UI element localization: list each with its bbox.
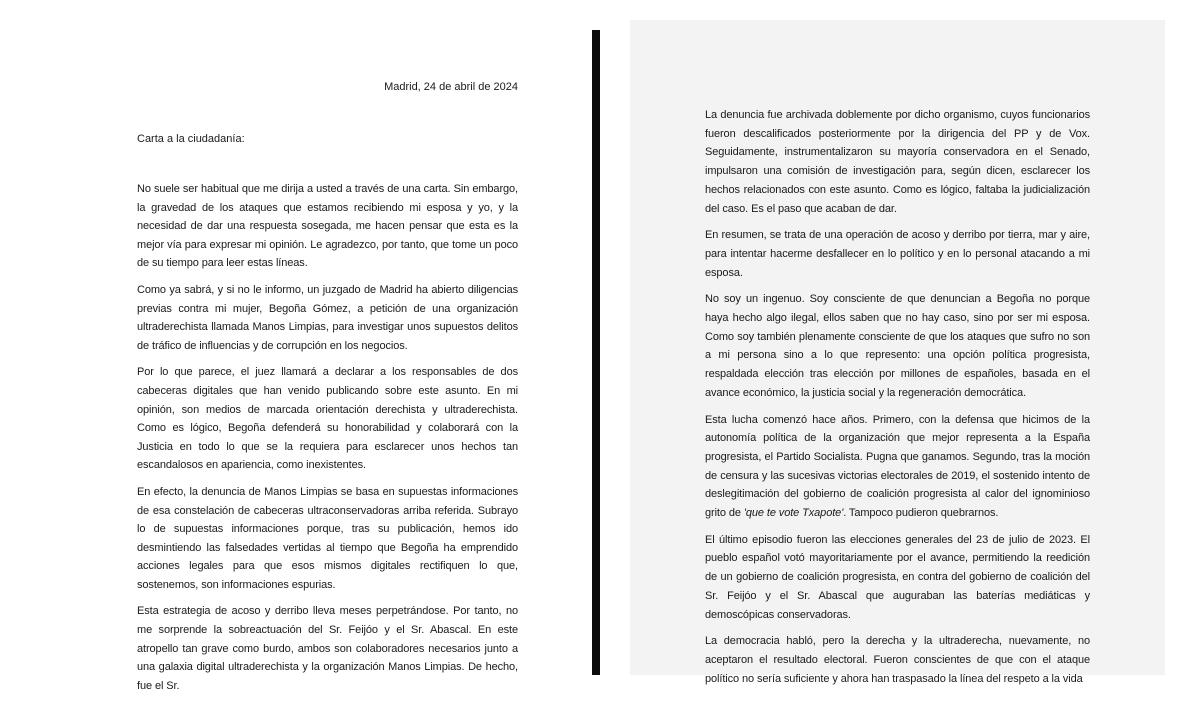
letter-body-right: [705, 106, 1090, 696]
quoted-slogan: 'que te vote Txapote': [743, 507, 844, 520]
paragraph: No soy un ingenuo. Soy consciente de que denuncian a Begoña no porque haya hecho algo ilegal, ellos saben que no hay caso, sino por ser mi esposa. Como soy también plenamente consciente de que los ataques que sufro no son a mi persona sino a lo que represento: una opción política progresista, respaldada elección tras elección por millones de españoles, basada en el avance económico, la justicia social y la regeneración democrática.: [705, 293, 1090, 399]
letter-date: Madrid, 24 de abril de 2024: [384, 81, 518, 93]
letter-page-right: [630, 20, 1165, 685]
paragraph: En resumen, se trata de una operación de acoso y derribo por tierra, mar y aire, para intentar hacerme desfallecer en lo político y en lo personal atacando a mi esposa.: [705, 229, 1090, 279]
letter-salutation: Carta a la ciudadanía:: [137, 133, 245, 145]
paragraph: Esta estrategia de acoso y derribo lleva meses perpetrándose. Por tanto, no me sorprende la sobreactuación del Sr. Feijóo y el Sr. Abascal. En este atropello tan grave como burdo, ambos son colaboradores necesarios junto a una galaxia digital ultraderechista y la organización Manos Limpias. De hecho, fue el Sr.: [137, 605, 518, 692]
letter-body-left: [137, 180, 518, 703]
paragraph: Como ya sabrá, y si no le informo, un juzgado de Madrid ha abierto diligencias previas contra mi mujer, Begoña Gómez, a petición de una organización ultraderechista llamada Manos Limpias, para investigar unos supuestos delitos de tráfico de influencias y de corrupción en los negocios.: [137, 283, 518, 352]
paragraph: No suele ser habitual que me dirija a usted a través de una carta. Sin embargo, la gravedad de los ataques que estamos recibiendo mi esposa y yo, y la necesidad de dar una respuesta sosegada, me hacen pensar que esta es la mejor vía para expresar mi opinión. Le agradezco, por tanto, que tome un poco de su tiempo para leer estas líneas.: [137, 183, 518, 270]
paragraph: En efecto, la denuncia de Manos Limpias se basa en supuestas informaciones de esa constelación de cabeceras ultraconservadoras arriba referida. Subrayo lo de supuestas informaciones porque, tras su publicación, hemos ido desmintiendo las falsedades vertidas al tiempo que Begoña ha emprendido acciones legales para que esos mismos digitales rectifiquen lo que, sostenemos, son informaciones espurias.: [137, 485, 518, 591]
paragraph: Por lo que parece, el juez llamará a declarar a los responsables de dos cabeceras digitales que han venido publicando sobre este asunto. En mi opinión, son medios de marcada orientación derechista y ultraderechista. Como es lógico, Begoña defenderá su honorabilidad y colaborará con la Justicia en todo lo que se la requiera para esclarecer unos hechos tan escandalosos en apariencia, como inexistentes.: [137, 366, 518, 472]
letter-page-left: [0, 0, 592, 692]
paragraph: Esta lucha comenzó hace años. Primero, con la defensa que hicimos de la autonomía política de la organización que mejor representa a la España progresista, el Partido Socialista. Pugna que ganamos. Segundo, tras la moción de censura y las sucesivas victorias electorales de 2019, el sostenido intento de deslegitimación del gobierno de coalición progresista al calor del ignominioso grito de 'que te vote Txapote'. Tampoco pudieron quebrarnos.: [705, 413, 1090, 520]
page-divider: [592, 30, 600, 675]
paragraph: La denuncia fue archivada doblemente por dicho organismo, cuyos funcionarios fueron descalificados posteriormente por la dirigencia del PP y de Vox. Seguidamente, instrumentalizaron su mayoría conservadora en el Senado, impulsaron una comisión de investigación para, según dicen, esclarecer los hechos relacionados con este asunto. Como es lógico, faltaba la judicialización del caso. Es el paso que acaban de dar.: [705, 109, 1090, 215]
paragraph: El último episodio fueron las elecciones generales del 23 de julio de 2023. El pueblo español votó mayoritariamente por el avance, permitiendo la reedición de un gobierno de coalición progresista, en contra del gobierno de coalición del Sr. Feijóo y el Sr. Abascal que auguraban las baterías mediáticas y demoscópicas conservadoras.: [705, 533, 1090, 621]
paragraph: La democracia habló, pero la derecha y la ultraderecha, nuevamente, no aceptaron el resultado electoral. Fueron conscientes de que con el ataque político no sería suficiente y ahora han traspasado la línea del respeto a la vida: [705, 635, 1090, 685]
